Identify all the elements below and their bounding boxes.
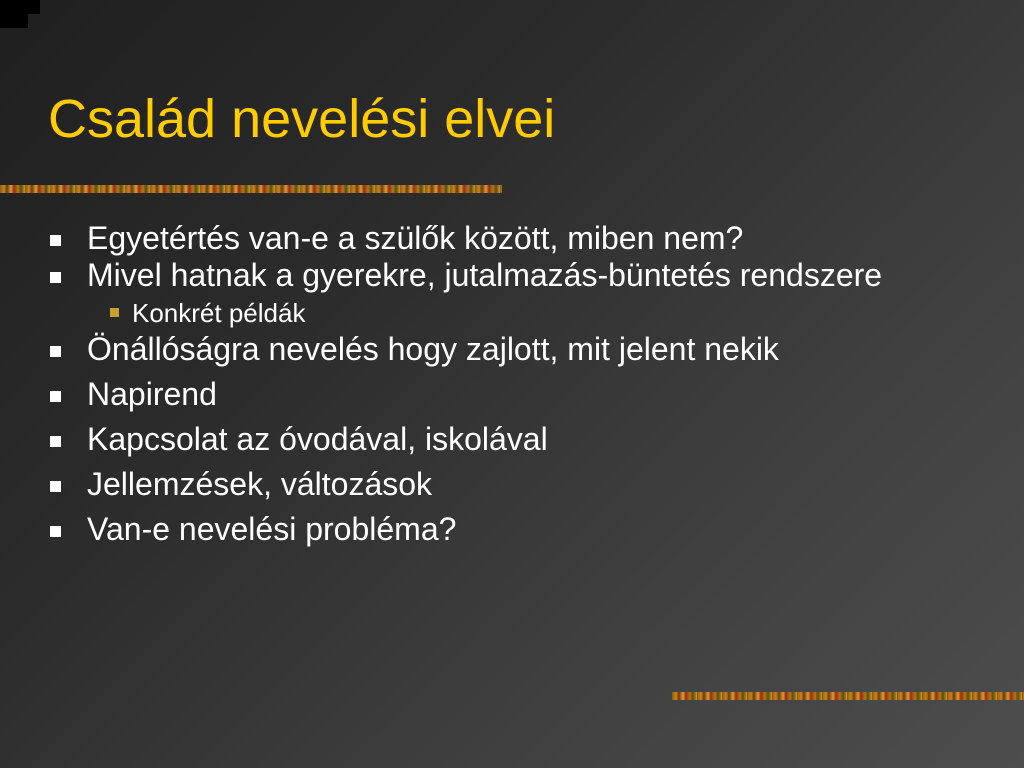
sub-bullet-text: Konkrét példák: [132, 298, 306, 328]
bullet-text: Jellemzések, változások: [87, 466, 433, 502]
bullet-text: Napirend: [87, 376, 217, 412]
bullet-text: Van-e nevelési probléma?: [87, 511, 457, 547]
bullet-item: [0, 466, 1024, 503]
bullet-item: [0, 421, 1024, 458]
bullet-text: Egyetértés van-e a szülők között, miben nem?: [87, 220, 744, 256]
square-bullet-icon: [50, 346, 61, 357]
square-bullet-icon: [50, 391, 61, 402]
bullet-item: [0, 376, 1024, 413]
square-bullet-icon: [50, 526, 61, 537]
bullet-item: [0, 220, 1024, 257]
bullet-list: [0, 220, 1024, 548]
corner-mark: [0, 0, 28, 28]
bullet-text: Mivel hatnak a gyerekre, jutalmazás-büntetés rendszere: [87, 257, 883, 293]
slide-title: Család nevelési elvei: [48, 89, 556, 149]
bullet-text: Kapcsolat az óvodával, iskolával: [87, 421, 548, 457]
square-bullet-icon: [50, 272, 61, 283]
bullet-text: Önállóságra nevelés hogy zajlott, mit jelent nekik: [87, 331, 779, 367]
sub-bullet-item: [0, 295, 1024, 331]
title-divider: [0, 185, 502, 193]
bullet-item: [0, 257, 1024, 294]
square-bullet-icon: [50, 235, 61, 246]
footer-divider: [672, 692, 1024, 700]
bullet-item: [0, 511, 1024, 548]
bullet-item: [0, 331, 1024, 368]
square-bullet-icon: [50, 481, 61, 492]
square-bullet-icon: [50, 436, 61, 447]
square-bullet-icon: [110, 308, 119, 317]
